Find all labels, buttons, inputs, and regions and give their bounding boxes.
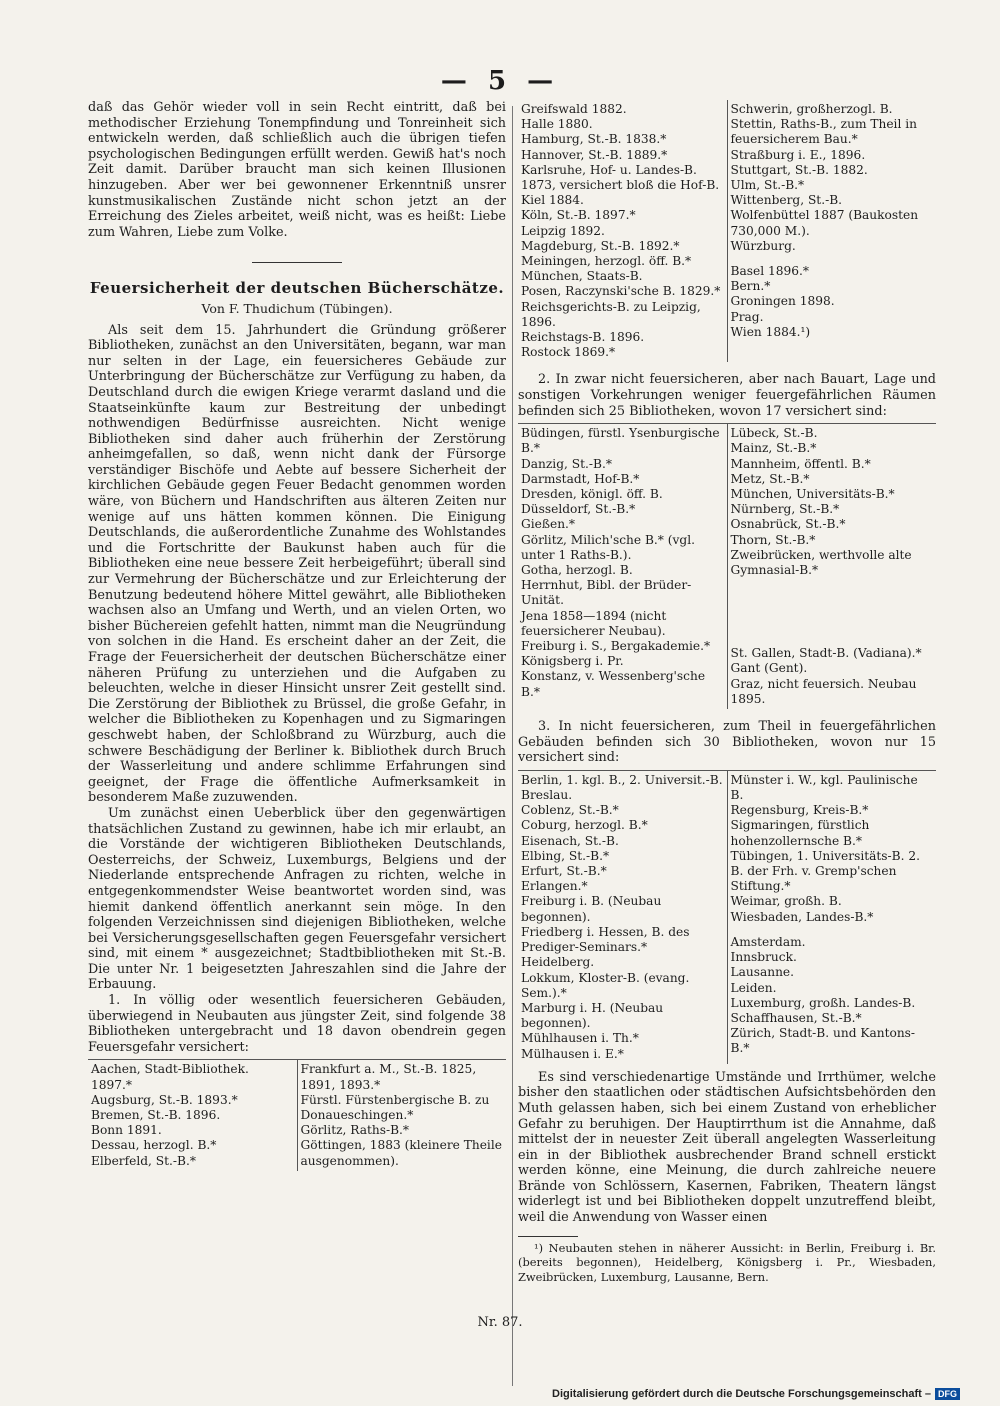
article-paragraph: Als seit dem 15. Jahrhundert die Gründung größerer Bibliotheken, zunächst an den Universitäten, begann, war man nur selten in der Lage, ein feuersicheres Gebäude zur Unterbringung der Bücherschätze zur Verfügung zu haben, da Deutschland durch die ewigen Kriege verarmt dasland und die Staatseinkünfte kaum zur Bestreitung der unbedingt nothwendigen Bedürfnisse ausreichten. Nicht wenige Bibliotheken sind daher auch früherhin der Zerstörung anheimgefallen, so daß, wenn nicht dank der Fürsorge verständiger Bischöfe und Aebte auf bessere Sicherheit der kirchlichen Gebäude gegen Feuer Bedacht genommen worden wäre, von Büchern und Handschriften aus älteren Zeiten nur wenige auf uns hätten kommen können. Die Einigung Deutschlands, die außerordentliche Zunahme des Wohlstandes und die Fortschritte der Baukunst haben auch für die Bibliotheken eine neue bessere Zeit herbeigeführt; überall sind zur Vermehrung der Bücherschätze und zur Erleichterung der Benutzung bedeutend höhere Mittel gewährt, alle Bibliotheken wachsen also an Umfang und Werth, und an vielen Orten, wo bisher Büchereien gefehlt hatten, nimmt man die Neugründung von solchen in die Hand. Es erscheint daher an der Zeit, die Frage der Feuersicherheit der deutschen Bücherschätze einer näheren Prüfung zu unterziehen und die Aufgaben zu beleuchten, welche in dieser Hinsicht unsrer Zeit gestellt sind. Die Zerstörung der Bibliothek zu Brüssel, die große Gefahr, in welcher die Bibliotheken zu Kopenhagen und zu Sigmaringen geschwebt haben, der Schloßbrand zu Würzburg, auch die schwere Beschädigung der Berliner k. Bibliothek durch Bruch der Wasserleitung und andere schlimme Erfahrungen sind geeignet, der Frage die öffentliche Aufmerksamkeit in besonderem Maße zuzuwenden.	[88, 322, 506, 806]
list-item: Innsbruck.	[730, 950, 797, 965]
list-item: Stuttgart, St.-B. 1882.	[730, 162, 868, 177]
list-item: Metz, St.-B.*	[730, 471, 810, 486]
list-item: Tübingen, 1. Universitäts-B. 2. B. der Frh. v. Gremp'schen Stiftung.*	[730, 848, 921, 894]
list-item: Fürstl. Fürstenbergische B. zu Donaueschingen.*	[300, 1092, 490, 1123]
list-item: Bern.*	[730, 279, 771, 294]
list-item: Lausanne.	[730, 965, 795, 980]
column-divider	[512, 106, 513, 1386]
list-item: Sigmaringen, fürstlich hohenzollernsche B.*	[730, 818, 870, 848]
list-item: Hannover, St.-B. 1889.*	[521, 147, 668, 162]
list-item: Zweibrücken, werthvolle alte Gymnasial-B.*	[730, 547, 912, 578]
list-item: Ulm, St.-B.*	[730, 178, 805, 193]
footnote: ¹) Neubauten stehen in näherer Aussicht: in Berlin, Freiburg i. Br. (bereits begonnen), Heidelberg, Königsberg i. Pr., Wiesbaden, Zweibrücken, Luxemburg, Lausanne, Bern.	[518, 1240, 936, 1284]
spacer	[518, 362, 936, 372]
article-paragraph: Um zunächst einen Ueberblick über den gegenwärtigen thatsächlichen Zustand zu gewinnen, habe ich mir erlaubt, an die Vorstände der wichtigeren Bibliotheken Deutschlands, Oesterreichs, der Schweiz, Luxemburgs, Belgiens und der Niederlande entsprechende Anfragen zu richten, welche in entgegenkommendster Weise beantwortet worden sind, was hiemit dankend öffentlich anerkannt sein möge. In den folgenden Verzeichnissen sind diejenigen Bibliotheken, welche bei Versicherungsgesellschaften gegen Feuersgefahr versichert sind, mit einem * ausgezeichnet; Stadtbibliotheken mit St.-B. Die unter Nr. 1 beigesetzten Jahreszahlen sind die Jahre der Erbauung.	[88, 805, 506, 993]
right-column	[518, 100, 936, 1284]
list-item: Elberfeld, St.-B.*	[91, 1153, 196, 1168]
list-item: Wolfenbüttel 1887 (Baukosten 730,000 M.).	[730, 208, 919, 238]
closing-paragraph: Es sind verschiedenartige Umstände und Irrthümer, welche bisher den staatlichen oder städtischen Aufsichtsbehörden den Muth gelassen haben, sich bei einem Zustand von erheblicher Gefahr zu beruhigen. Der Hauptirrthum ist die Annahme, daß mittelst der in neuester Zeit überall angelegten Wasserleitung ein in der Bibliothek ausbrechender Brand schnell erstickt werden könne, eine Meinung, die durch zahlreiche neuere Brände von Schlössern, Kasernen, Fabriken, Theatern längst widerlegt ist und bei Bibliotheken doppelt unzutreffend bleibt, weil die Anwendung von Wasser einen	[518, 1069, 936, 1226]
list-item: Dresden, königl. öff. B.	[521, 487, 663, 502]
list-item: Graz, nicht feuersich. Neubau 1895.	[730, 676, 917, 706]
list-item: Friedberg i. Hessen, B. des Prediger-Seminars.*	[521, 924, 690, 955]
list-item: Mannheim, öffentl. B.*	[730, 456, 871, 471]
list-item: Düsseldorf, St.-B.*	[521, 502, 636, 517]
section-3-intro: 3. In nicht feuersicheren, zum Theil in feuergefährlichen Gebäuden befinden sich 30 Bibliotheken, wovon nur 15 versichert sind:	[518, 719, 936, 766]
list-item: Kiel 1884.	[521, 193, 584, 208]
list-item: Freiburg i. B. (Neubau begonnen).	[521, 894, 662, 924]
list-item: Osnabrück, St.-B.*	[730, 517, 846, 532]
list-item: Lübeck, St.-B.	[730, 426, 818, 441]
list-item: Freiburg i. S., Bergakademie.*	[521, 639, 711, 654]
list-item: Leiden.	[730, 980, 777, 995]
list-item: Göttingen, 1883 (kleinere Theile ausgenommen).	[300, 1138, 502, 1168]
opening-paragraph: daß das Gehör wieder voll in sein Recht eintritt, daß bei methodischer Erziehung Tonempfindung und Tonreinheit sich entwickeln werden, daß schließlich auch die übrigen tiefen psychologischen Bedingungen erfüllt werden. Gewiß hat's noch Zeit damit. Darüber braucht man sich keinen Illusionen hinzugeben. Aber wer bei gewonnener Erkenntniß unsrer kunstmusikalischen Zustände nicht schon jetzt an der Erreichung des Zieles arbeitet, weiß nicht, was es heißt: Liebe zum Wahren, Liebe zum Volke.	[88, 100, 506, 240]
list-item: Gotha, herzogl. B.	[521, 563, 633, 578]
list-item: Lokkum, Kloster-B. (evang. Sem.).*	[521, 970, 690, 1000]
list-item: Magdeburg, St.-B. 1892.*	[521, 238, 680, 253]
list-item: Prag.	[730, 309, 764, 324]
list-item: Gießen.*	[521, 517, 576, 532]
list-item: Schaffhausen, St.-B.*	[730, 1010, 862, 1025]
list-item: Wien 1884.¹)	[730, 324, 811, 339]
list-item: Mainz, St.-B.*	[730, 441, 817, 456]
list-item: Eisenach, St.-B.	[521, 833, 619, 848]
list-item: Münster i. W., kgl. Paulinische B.	[730, 772, 918, 803]
list-item: Weimar, großh. B.	[730, 894, 842, 909]
list-item: Thorn, St.-B.*	[730, 532, 816, 547]
credit-text: Digitalisierung gefördert durch die Deutsche Forschungsgemeinschaft –	[552, 1388, 931, 1400]
list-item: Coblenz, St.-B.*	[521, 803, 619, 818]
section-2-intro: 2. In zwar nicht feuersicheren, aber nach Bauart, Lage und sonstigen Vorkehrungen weniger feuergefährlichen Räumen befinden sich 25 Bibliotheken, wovon 17 versichert sind:	[518, 372, 936, 419]
list-item: Herrnhut, Bibl. der Brüder-Unität.	[521, 578, 692, 608]
page-number: — 5 —	[440, 66, 560, 96]
list-item: Bonn 1891.	[91, 1123, 162, 1138]
list-item: Mühlhausen i. Th.*	[521, 1031, 639, 1046]
library-list-3	[518, 770, 936, 1064]
list-spacer	[731, 578, 934, 646]
digitization-credit	[552, 1388, 960, 1400]
list-item: Straßburg i. E., 1896.	[730, 147, 866, 162]
list-subcolumn	[88, 1060, 298, 1170]
list-item: Heidelberg.	[521, 955, 595, 970]
list-item: München, Staats-B.	[521, 269, 643, 284]
list-item: Erfurt, St.-B.*	[521, 864, 607, 879]
list-subcolumn	[728, 100, 937, 362]
list-item: Basel 1896.*	[730, 264, 809, 279]
list-item: Erlangen.*	[521, 879, 588, 894]
list-spacer	[731, 254, 934, 264]
list-item: Groningen 1898.	[730, 294, 835, 309]
list-item: Büdingen, fürstl. Ysenburgische B.*	[521, 426, 720, 456]
article-byline: Von F. Thudichum (Tübingen).	[201, 300, 393, 316]
list-item: Görlitz, Milich'sche B.* (vgl. unter 1 Raths-B.).	[521, 532, 695, 562]
list-item: Greifswald 1882.	[521, 102, 627, 116]
list-item: Zürich, Stadt-B. und Kantons-B.*	[730, 1026, 916, 1056]
list-subcolumn	[518, 424, 728, 709]
list-item: St. Gallen, Stadt-B. (Vadiana).*	[730, 646, 922, 661]
list-item: Schwerin, großherzogl. B.	[730, 102, 893, 116]
list-subcolumn	[298, 1060, 507, 1170]
list-subcolumn	[728, 424, 937, 709]
article-paragraph: 1. In völlig oder wesentlich feuersicheren Gebäuden, überwiegend in Neubauten aus jüngster Zeit, sind folgende 38 Bibliotheken untergebracht und 18 davon obendrein gegen Feuersgefahr versichert:	[88, 993, 506, 1055]
list-item: Köln, St.-B. 1897.*	[521, 208, 636, 223]
list-item: Wiesbaden, Landes-B.*	[730, 909, 874, 924]
list-item: Posen, Raczynski'sche B. 1829.*	[521, 284, 721, 299]
list-item: Luxemburg, großh. Landes-B.	[730, 995, 916, 1010]
list-subcolumn	[728, 771, 937, 1064]
list-item: Elbing, St.-B.*	[521, 848, 610, 863]
list-subcolumn	[518, 100, 728, 362]
list-item: Leipzig 1892.	[521, 223, 605, 238]
article-title: Feuersicherheit der deutschen Bücherschätze.	[89, 279, 505, 298]
list-subcolumn	[518, 771, 728, 1064]
list-item: Halle 1880.	[521, 117, 593, 132]
list-item: Hamburg, St.-B. 1838.*	[521, 132, 667, 147]
dfg-logo: DFG	[935, 1388, 960, 1400]
list-item: Marburg i. H. (Neubau begonnen).	[521, 1000, 664, 1031]
section-rule	[252, 262, 342, 263]
list-item: Coburg, herzogl. B.*	[521, 818, 648, 833]
list-item: Reichstags-B. 1896.	[521, 330, 645, 345]
list-item: München, Universitäts-B.*	[730, 487, 895, 502]
list-item: Stettin, Raths-B., zum Theil in feuersicherem Bau.*	[730, 117, 917, 147]
list-item: Breslau.	[521, 788, 573, 803]
list-item: Regensburg, Kreis-B.*	[730, 803, 869, 818]
list-item: Darmstadt, Hof-B.*	[521, 471, 640, 486]
list-item: Aachen, Stadt-Bibliothek. 1897.*	[91, 1062, 249, 1092]
library-list-2	[518, 423, 936, 709]
list-item: Nürnberg, St.-B.*	[730, 502, 840, 517]
list-item: Karlsruhe, Hof- u. Landes-B. 1873, versichert bloß die Hof-B.	[521, 162, 720, 193]
list-item: Mülhausen i. E.*	[521, 1046, 624, 1061]
list-spacer	[731, 925, 934, 935]
list-item: Reichsgerichts-B. zu Leipzig, 1896.	[521, 299, 701, 329]
list-item: Dessau, herzogl. B.*	[91, 1138, 217, 1153]
spacer	[518, 709, 936, 719]
list-item: Konstanz, v. Wessenberg'sche B.*	[521, 669, 706, 699]
list-item: Bremen, St.-B. 1896.	[91, 1108, 221, 1123]
list-item: Rostock 1869.*	[521, 345, 616, 360]
list-item: Gant (Gent).	[730, 661, 808, 676]
list-item: Augsburg, St.-B. 1893.*	[91, 1092, 238, 1107]
issue-number: Nr. 87.	[477, 1315, 523, 1330]
list-item: Wittenberg, St.-B.	[730, 193, 843, 208]
library-list-1	[88, 1059, 506, 1170]
list-item: Meiningen, herzogl. öff. B.*	[521, 254, 692, 269]
library-list-1-continued	[518, 100, 936, 362]
list-item: Berlin, 1. kgl. B., 2. Universit.-B.	[521, 772, 723, 787]
list-item: Frankfurt a. M., St.-B. 1825, 1891, 1893.*	[300, 1062, 477, 1092]
list-item: Görlitz, Raths-B.*	[300, 1123, 410, 1138]
left-column	[88, 100, 506, 1171]
list-item: Danzig, St.-B.*	[521, 456, 612, 471]
list-item: Amsterdam.	[730, 934, 806, 949]
list-item: Königsberg i. Pr.	[521, 654, 624, 669]
footnote-rule	[518, 1236, 578, 1237]
list-item: Würzburg.	[730, 238, 796, 253]
list-item: Jena 1858—1894 (nicht feuersicherer Neubau).	[521, 608, 667, 638]
